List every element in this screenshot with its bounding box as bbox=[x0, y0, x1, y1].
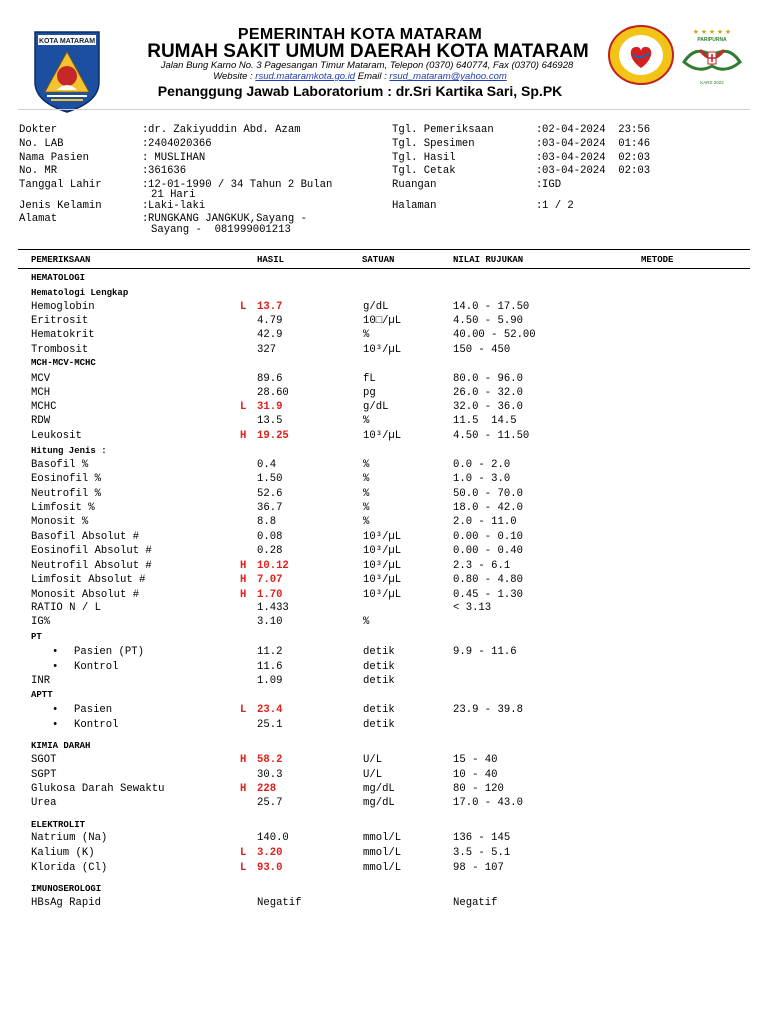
patient-field-value: dr. Zakiyuddin Abd. Azam bbox=[148, 124, 301, 136]
patient-date-value: 03-04-2024 01:46 bbox=[542, 138, 651, 150]
test-unit: 10³/µL bbox=[363, 574, 402, 586]
patient-field-colon: : bbox=[142, 124, 149, 136]
patient-field-colon: : bbox=[142, 152, 149, 164]
reference-range: 4.50 - 5.90 bbox=[453, 315, 523, 327]
test-result: 1.70 bbox=[257, 589, 283, 601]
test-unit: % bbox=[363, 616, 370, 628]
test-result: 19.25 bbox=[257, 430, 289, 442]
test-unit: mmol/L bbox=[363, 847, 402, 859]
patient-field-value: 21 Hari bbox=[151, 189, 196, 201]
test-unit: % bbox=[363, 473, 370, 485]
test-unit: g/dL bbox=[363, 301, 389, 313]
test-name: Urea bbox=[31, 797, 57, 809]
test-name: SGPT bbox=[31, 769, 57, 781]
hospital-title: RUMAH SAKIT UMUM DAERAH KOTA MATARAM bbox=[147, 41, 589, 62]
test-result: 327 bbox=[257, 344, 277, 356]
section-heading: PT bbox=[31, 632, 42, 642]
test-unit: mmol/L bbox=[363, 862, 402, 874]
patient-field-label: No. MR bbox=[19, 165, 58, 177]
test-result: 28.60 bbox=[257, 387, 289, 399]
test-result: 7.07 bbox=[257, 574, 283, 586]
header-divider bbox=[18, 109, 750, 110]
col-header-nilai-rujukan: NILAI RUJUKAN bbox=[453, 255, 524, 265]
test-result: 10.12 bbox=[257, 560, 289, 572]
test-result: 8.8 bbox=[257, 516, 277, 528]
reference-range: 9.9 - 11.6 bbox=[453, 646, 517, 658]
gov-title: PEMERINTAH KOTA MATARAM bbox=[237, 26, 483, 43]
table-top-rule bbox=[18, 249, 750, 250]
reference-range: 0.00 - 0.10 bbox=[453, 531, 523, 543]
test-result: 228 bbox=[257, 783, 277, 795]
test-name: IG% bbox=[31, 616, 51, 628]
reference-range: 50.0 - 70.0 bbox=[453, 488, 523, 500]
test-unit: detik bbox=[363, 675, 395, 687]
test-result: 0.28 bbox=[257, 545, 283, 557]
reference-range: 150 - 450 bbox=[453, 344, 511, 356]
test-result: 0.08 bbox=[257, 531, 283, 543]
test-unit: mmol/L bbox=[363, 832, 402, 844]
patient-date-label: Tgl. Hasil bbox=[392, 152, 456, 164]
test-result: 3.20 bbox=[257, 847, 283, 859]
reference-range: 26.0 - 32.0 bbox=[453, 387, 523, 399]
test-result: 4.79 bbox=[257, 315, 283, 327]
patient-field-colon: : bbox=[142, 165, 149, 177]
patient-date-value: 03-04-2024 02:03 bbox=[542, 165, 651, 177]
patient-date-colon: : bbox=[536, 165, 543, 177]
test-result: 23.4 bbox=[257, 704, 283, 716]
patient-field-label: No. LAB bbox=[19, 138, 64, 150]
reference-range: 0.00 - 0.40 bbox=[453, 545, 523, 557]
bullet-icon: • bbox=[52, 719, 59, 731]
test-unit: % bbox=[363, 329, 370, 341]
test-name: Monosit % bbox=[31, 516, 89, 528]
test-unit: % bbox=[363, 502, 370, 514]
test-result: 11.2 bbox=[257, 646, 283, 658]
test-name: Natrium (Na) bbox=[31, 832, 108, 844]
hospital-contact: Website : rsud.mataramkota.go.id Email : rsud_mataram@yahoo.com bbox=[213, 71, 507, 82]
patient-date-value: 03-04-2024 02:03 bbox=[542, 152, 651, 164]
patient-field-label: Nama Pasien bbox=[19, 152, 89, 164]
test-result: 42.9 bbox=[257, 329, 283, 341]
patient-field-label: Dokter bbox=[19, 124, 58, 136]
test-result: 30.3 bbox=[257, 769, 283, 781]
section-heading: Hitung Jenis : bbox=[31, 446, 107, 456]
patient-field-value: MUSLIHAN bbox=[148, 152, 206, 164]
reference-range: 1.0 - 3.0 bbox=[453, 473, 511, 485]
reference-range: 18.0 - 42.0 bbox=[453, 502, 523, 514]
test-name: MCHC bbox=[31, 401, 57, 413]
patient-date-label: Tgl. Pemeriksaan bbox=[392, 124, 494, 136]
test-result: 25.1 bbox=[257, 719, 283, 731]
test-result: 93.0 bbox=[257, 862, 283, 874]
abnormal-flag: L bbox=[240, 301, 247, 313]
col-header-pemeriksaan: PEMERIKSAAN bbox=[31, 255, 91, 265]
test-unit: 10³/µL bbox=[363, 430, 402, 442]
test-name: INR bbox=[31, 675, 51, 687]
test-name: Glukosa Darah Sewaktu bbox=[31, 783, 165, 795]
test-unit: fL bbox=[363, 373, 376, 385]
test-unit: 10³/µL bbox=[363, 531, 402, 543]
test-result: 1.433 bbox=[257, 602, 289, 614]
test-result: 1.50 bbox=[257, 473, 283, 485]
test-unit: detik bbox=[363, 719, 395, 731]
hospital-address: Jalan Bung Karno No. 3 Pagesangan Timur Mataram, Telepon (0370) 640774, Fax (0370) 646928 bbox=[160, 60, 574, 71]
patient-date-colon: : bbox=[536, 200, 543, 212]
test-name: Hematokrit bbox=[31, 329, 95, 341]
abnormal-flag: H bbox=[240, 574, 247, 586]
patient-field-colon: : bbox=[142, 200, 149, 212]
col-header-satuan: SATUAN bbox=[362, 255, 395, 265]
abnormal-flag: H bbox=[240, 430, 247, 442]
test-name: Neutrofil Absolut # bbox=[31, 560, 152, 572]
test-result: 140.0 bbox=[257, 832, 289, 844]
test-name: Limfosit Absolut # bbox=[31, 574, 146, 586]
section-heading: MCH-MCV-MCHC bbox=[31, 358, 96, 368]
test-result: 58.2 bbox=[257, 754, 283, 766]
website-link[interactable]: rsud.mataramkota.go.id bbox=[255, 71, 356, 82]
test-unit: pg bbox=[363, 387, 376, 399]
patient-field-colon: : bbox=[142, 213, 149, 225]
patient-date-label: Halaman bbox=[392, 200, 437, 212]
patient-date-value: 02-04-2024 23:56 bbox=[542, 124, 651, 136]
test-unit: 10³/µL bbox=[363, 545, 402, 557]
patient-field-value: Sayang - 081999001213 bbox=[151, 224, 291, 236]
abnormal-flag: L bbox=[240, 704, 247, 716]
test-name: Basofil % bbox=[31, 459, 89, 471]
test-unit: 10³/µL bbox=[363, 560, 402, 572]
reference-range: 11.5 14.5 bbox=[453, 415, 517, 427]
patient-field-label: Tanggal Lahir bbox=[19, 179, 102, 191]
abnormal-flag: L bbox=[240, 401, 247, 413]
test-unit: 10□/µL bbox=[363, 315, 402, 327]
lab-responsible: Penanggung Jawab Laboratorium : dr.Sri Kartika Sari, Sp.PK bbox=[157, 83, 563, 99]
test-name: Kontrol bbox=[74, 661, 119, 673]
test-result: 25.7 bbox=[257, 797, 283, 809]
reference-range: Negatif bbox=[453, 897, 498, 909]
logo-right2-text: PARIPURNA bbox=[697, 37, 727, 43]
reference-range: < 3.13 bbox=[453, 602, 492, 614]
reference-range: 2.0 - 11.0 bbox=[453, 516, 517, 528]
reference-range: 32.0 - 36.0 bbox=[453, 401, 523, 413]
patient-field-colon: : bbox=[142, 179, 149, 191]
patient-date-colon: : bbox=[536, 138, 543, 150]
test-unit: mg/dL bbox=[363, 783, 395, 795]
patient-date-value: 1 / 2 bbox=[542, 200, 574, 212]
reference-range: 80.0 - 96.0 bbox=[453, 373, 523, 385]
reference-range: 0.80 - 4.80 bbox=[453, 574, 523, 586]
test-result: Negatif bbox=[257, 897, 302, 909]
bullet-icon: • bbox=[52, 661, 59, 673]
test-result: 36.7 bbox=[257, 502, 283, 514]
patient-date-label: Ruangan bbox=[392, 179, 437, 191]
abnormal-flag: L bbox=[240, 847, 247, 859]
reference-range: 15 - 40 bbox=[453, 754, 498, 766]
test-result: 13.5 bbox=[257, 415, 283, 427]
test-name: Basofil Absolut # bbox=[31, 531, 140, 543]
test-name: RDW bbox=[31, 415, 51, 427]
test-name: Hemoglobin bbox=[31, 301, 95, 313]
test-unit: % bbox=[363, 488, 370, 500]
col-header-metode: METODE bbox=[641, 255, 674, 265]
reference-range: 40.00 - 52.00 bbox=[453, 329, 536, 341]
logo-right2-sub: KARS 2022 bbox=[700, 80, 724, 85]
patient-field-value: 2404020366 bbox=[148, 138, 212, 150]
test-name: Neutrofil % bbox=[31, 488, 101, 500]
reference-range: 80 - 120 bbox=[453, 783, 504, 795]
test-result: 31.9 bbox=[257, 401, 283, 413]
section-heading: HEMATOLOGI bbox=[31, 273, 86, 283]
test-result: 1.09 bbox=[257, 675, 283, 687]
abnormal-flag: L bbox=[240, 862, 247, 874]
test-unit: detik bbox=[363, 646, 395, 658]
patient-field-label: Jenis Kelamin bbox=[19, 200, 102, 212]
logo-left-text: KOTA MATARAM bbox=[38, 38, 96, 45]
test-unit: mg/dL bbox=[363, 797, 395, 809]
test-result: 0.4 bbox=[257, 459, 277, 471]
test-unit: U/L bbox=[363, 769, 383, 781]
test-name: RATIO N / L bbox=[31, 602, 101, 614]
reference-range: 136 - 145 bbox=[453, 832, 511, 844]
abnormal-flag: H bbox=[240, 589, 247, 601]
bullet-icon: • bbox=[52, 704, 59, 716]
abnormal-flag: H bbox=[240, 560, 247, 572]
test-result: 89.6 bbox=[257, 373, 283, 385]
reference-range: 14.0 - 17.50 bbox=[453, 301, 530, 313]
test-unit: detik bbox=[363, 704, 395, 716]
patient-date-colon: : bbox=[536, 179, 543, 191]
reference-range: 0.0 - 2.0 bbox=[453, 459, 511, 471]
test-unit: 10³/µL bbox=[363, 589, 402, 601]
test-name: Eosinofil Absolut # bbox=[31, 545, 152, 557]
test-name: Pasien (PT) bbox=[74, 646, 144, 658]
test-result: 3.10 bbox=[257, 616, 283, 628]
reference-range: 17.0 - 43.0 bbox=[453, 797, 523, 809]
bullet-icon: • bbox=[52, 646, 59, 658]
reference-range: 23.9 - 39.8 bbox=[453, 704, 523, 716]
test-name: Eritrosit bbox=[31, 315, 89, 327]
test-name: MCV bbox=[31, 373, 51, 385]
patient-field-label: Alamat bbox=[19, 213, 58, 225]
test-name: Kalium (K) bbox=[31, 847, 95, 859]
reference-range: 10 - 40 bbox=[453, 769, 498, 781]
svg-text:★ ★ ★ ★ ★: ★ ★ ★ ★ ★ bbox=[692, 28, 732, 36]
test-name: MCH bbox=[31, 387, 51, 399]
email-link[interactable]: rsud_mataram@yahoo.com bbox=[389, 71, 507, 82]
test-name: Limfosit % bbox=[31, 502, 95, 514]
patient-field-value: 12-01-1990 / 34 Tahun 2 Bulan bbox=[148, 179, 333, 191]
test-name: Eosinofil % bbox=[31, 473, 101, 485]
patient-field-colon: : bbox=[142, 138, 149, 150]
test-name: Klorida (Cl) bbox=[31, 862, 108, 874]
patient-date-colon: : bbox=[536, 152, 543, 164]
test-result: 52.6 bbox=[257, 488, 283, 500]
section-heading: KIMIA DARAH bbox=[31, 741, 91, 751]
test-result: 11.6 bbox=[257, 661, 283, 673]
section-heading: Hematologi Lengkap bbox=[31, 288, 129, 298]
patient-field-value: RUNGKANG JANGKUK,Sayang - bbox=[148, 213, 307, 225]
test-unit: % bbox=[363, 516, 370, 528]
col-header-hasil: HASIL bbox=[257, 255, 285, 265]
reference-range: 98 - 107 bbox=[453, 862, 504, 874]
test-name: Pasien bbox=[74, 704, 113, 716]
section-heading: IMUNOSEROLOGI bbox=[31, 884, 102, 894]
patient-field-value: Laki-laki bbox=[148, 200, 206, 212]
reference-range: 3.5 - 5.1 bbox=[453, 847, 511, 859]
test-unit: U/L bbox=[363, 754, 383, 766]
table-header-rule bbox=[18, 268, 750, 269]
abnormal-flag: H bbox=[240, 754, 247, 766]
section-heading: ELEKTROLIT bbox=[31, 820, 86, 830]
test-name: Leukosit bbox=[31, 430, 82, 442]
test-name: Trombosit bbox=[31, 344, 89, 356]
test-unit: 10³/µL bbox=[363, 344, 402, 356]
test-name: Monosit Absolut # bbox=[31, 589, 140, 601]
patient-date-colon: : bbox=[536, 124, 543, 136]
test-name: HBsAg Rapid bbox=[31, 897, 101, 909]
test-unit: g/dL bbox=[363, 401, 389, 413]
test-unit: % bbox=[363, 415, 370, 427]
test-name: SGOT bbox=[31, 754, 57, 766]
patient-date-label: Tgl. Cetak bbox=[392, 165, 456, 177]
test-unit: detik bbox=[363, 661, 395, 673]
section-heading: APTT bbox=[31, 690, 53, 700]
test-name: Kontrol bbox=[74, 719, 119, 731]
patient-date-label: Tgl. Spesimen bbox=[392, 138, 475, 150]
test-unit: % bbox=[363, 459, 370, 471]
abnormal-flag: H bbox=[240, 783, 247, 795]
reference-range: 4.50 - 11.50 bbox=[453, 430, 530, 442]
test-result: 13.7 bbox=[257, 301, 283, 313]
reference-range: 2.3 - 6.1 bbox=[453, 560, 511, 572]
patient-field-value: 361636 bbox=[148, 165, 187, 177]
patient-date-value: IGD bbox=[542, 179, 562, 191]
reference-range: 0.45 - 1.30 bbox=[453, 589, 523, 601]
